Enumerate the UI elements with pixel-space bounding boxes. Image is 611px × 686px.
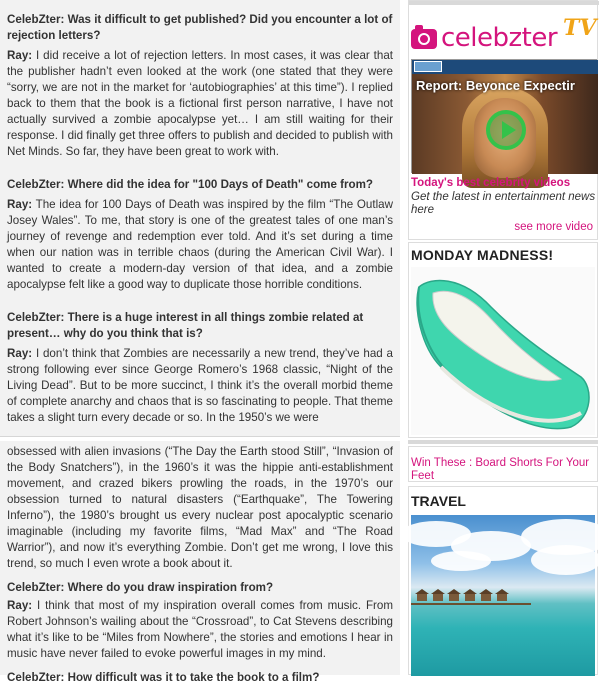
question-published bbox=[7, 12, 393, 44]
question-inspiration bbox=[7, 580, 393, 596]
answer-speaker: Ray: bbox=[7, 198, 33, 211]
player-channel-logo bbox=[414, 61, 442, 72]
answer-continuation: obsessed with alien invasions (“The Day the Earth stood Still”, “Invasion of the Body Snatchers”), in the 1960’s it was the hippie anti-establishment movement, and crazed bikers prowling the roads, in the 1970’s our obsession turned to natural disasters (“Earthquake”, The Towering Inferno”), the 1980’s brought us every nuclear post apocalyptic scenario imaginable (including my favorite films, “Mad Max” and “The Road Warrior”), and now it’s everything Zombie. Don’t get me wrong, I love this trend, so much I even wrote a book about it. bbox=[7, 445, 393, 570]
question-text: Where did the idea for "100 Days of Death" come from? bbox=[64, 178, 373, 191]
answer-idea bbox=[7, 197, 393, 293]
answer-text: I think that most of my inspiration overall comes from music. From Robert Johnson’s wailing about the “Crossroad”, to Cat Stevens describing what it’s like to be “Miles from Nowhere”, the stories and emotions I hear in music have never failed to evoke powerful images in my mind. bbox=[7, 599, 393, 660]
monday-madness-widget bbox=[408, 242, 598, 438]
travel-widget bbox=[408, 486, 598, 675]
question-text: There is a huge interest in all things zombie related at present… why do you think that is? bbox=[7, 311, 364, 340]
bungalow bbox=[449, 593, 459, 601]
answer-speaker: Ray: bbox=[7, 347, 33, 360]
bungalow bbox=[417, 593, 427, 601]
question-film bbox=[7, 670, 393, 686]
article-part-bottom bbox=[0, 441, 400, 684]
player-top-bar bbox=[412, 60, 598, 74]
answer-zombie-interest bbox=[7, 346, 393, 426]
shoe-illustration bbox=[411, 267, 595, 435]
cloud bbox=[531, 545, 601, 575]
travel-heading: TRAVEL bbox=[411, 493, 466, 509]
answer-text: The idea for 100 Days of Death was inspired by the film “The Outlaw Josey Wales”. To me, that story is one of the greatest tales of one man’s journey of revenge and redemption ever told. And it’s set during a time when our nation was in terrible chaos (during the American Civil War). I wanted to create a modern-day version of that idea, and a zombie apocalypse felt like a good way to duplicate those horrible conditions. bbox=[7, 198, 393, 291]
bungalow bbox=[497, 593, 507, 601]
travel-image[interactable] bbox=[411, 515, 595, 676]
answer-published bbox=[7, 48, 393, 160]
question-speaker: CelebZter: bbox=[7, 671, 65, 684]
answer-speaker: Ray: bbox=[7, 49, 33, 62]
answer-inspiration bbox=[7, 598, 393, 662]
celebzter-tv-widget bbox=[408, 0, 598, 240]
answer-text: I don’t think that Zombies are necessarily a new trend, they’ve had a strong following ever since George Romero’s 1968 classic, “Night of the Living Dead”. But to be more succinct, I think it’s the overall morbid theme of complete anarchy and chaos that is so fascinating to people. That theme takes a slight turn every decade or so. In the 1950’s we were bbox=[7, 347, 393, 424]
camera-icon bbox=[411, 29, 437, 49]
bungalow bbox=[433, 593, 443, 601]
win-these-widget bbox=[408, 446, 598, 482]
question-zombie-interest bbox=[7, 310, 393, 342]
question-speaker: CelebZter: bbox=[7, 13, 65, 26]
sidebar-seam bbox=[408, 440, 598, 444]
videos-title-link[interactable]: Today's best celebrity videos bbox=[411, 177, 571, 189]
question-text: Where do you draw inspiration from? bbox=[64, 581, 274, 594]
see-more-video-link[interactable]: see more video bbox=[514, 221, 593, 233]
videos-subtitle: Get the latest in entertainment news here bbox=[411, 191, 596, 216]
answer-speaker: Ray: bbox=[7, 599, 33, 612]
question-speaker: CelebZter: bbox=[7, 178, 65, 191]
pier bbox=[411, 603, 531, 605]
tv-brand-suffix: TV bbox=[563, 15, 597, 41]
article-part-top bbox=[0, 0, 400, 437]
cloud bbox=[431, 551, 491, 571]
monday-madness-heading: MONDAY MADNESS! bbox=[411, 247, 554, 263]
question-text: How difficult was it to take the book to a film? bbox=[64, 671, 320, 684]
video-player[interactable] bbox=[411, 59, 597, 173]
play-icon[interactable] bbox=[486, 110, 526, 150]
celebzter-tv-logo[interactable] bbox=[409, 15, 599, 55]
question-speaker: CelebZter: bbox=[7, 581, 65, 594]
win-these-link[interactable]: Win These : Board Shorts For Your Feet bbox=[411, 457, 590, 482]
widget-top-rule bbox=[409, 1, 599, 5]
video-caption: Report: Beyonce Expectir bbox=[416, 78, 575, 93]
question-idea bbox=[7, 177, 393, 193]
bungalow bbox=[481, 593, 491, 601]
shoe-image[interactable] bbox=[411, 267, 595, 435]
question-text: Was it difficult to get published? Did you encounter a lot of rejection letters? bbox=[7, 13, 393, 42]
question-speaker: CelebZter: bbox=[7, 311, 65, 324]
tv-brand-text: celebzter bbox=[441, 23, 558, 53]
sidebar bbox=[400, 0, 602, 675]
answer-text: I did receive a lot of rejection letters. In most cases, it was clear that the publisher hadn’t even looked at the work (one stated that they were “sorry, we are not in the market for ‘autobiographies’ at this time”). I replied back to them that the book is a fictional first person narrative, I have not actually survived a zombie apocalypse yet… I am still waiting for their response. I did finally get three offers to publish and decided to publish with Net Minds. So far, they have been great to work with. bbox=[7, 49, 393, 158]
bungalow bbox=[465, 593, 475, 601]
